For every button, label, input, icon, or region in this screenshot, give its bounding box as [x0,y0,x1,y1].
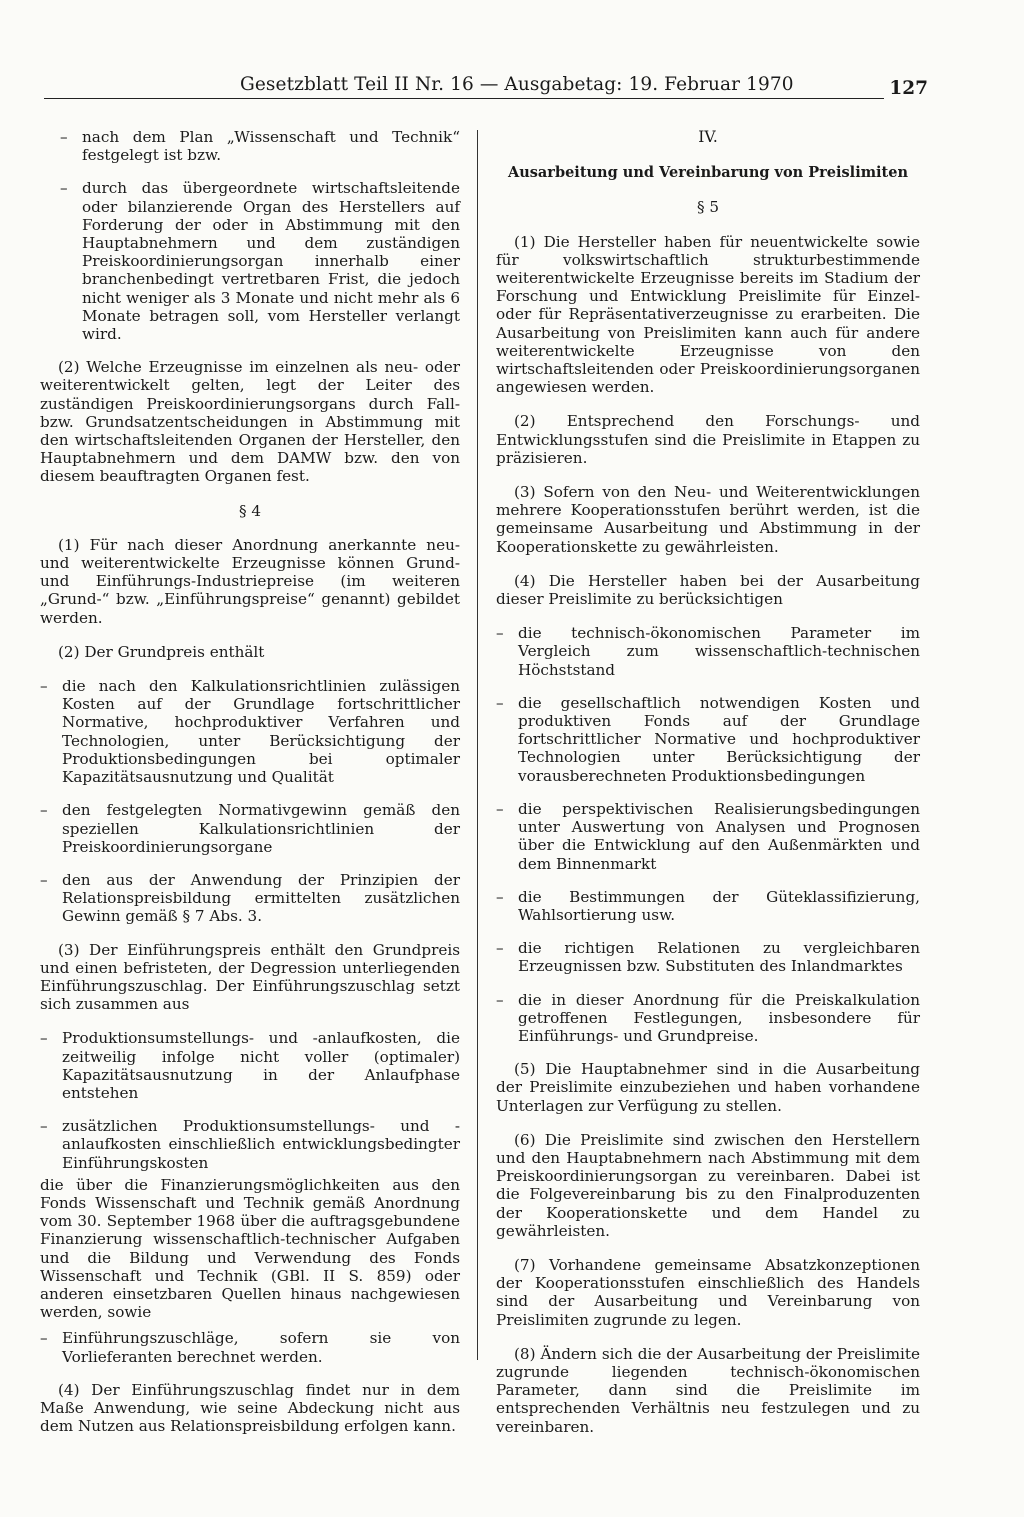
list-item [496,888,920,924]
paragraph: (8) Ändern sich die der Ausarbeitung der Preislimite zugrunde liegenden technisch-ökonomischen Parameter, dann sind die Preislimite im entsprechenden Verhältnis neu festzulegen und zu vereinbaren. [496,1344,920,1436]
column-divider [477,130,478,1360]
dash-marker: – [496,887,504,906]
list-item [496,939,920,975]
list-item [496,694,920,785]
dash-marker: – [60,128,68,146]
dash-marker: – [40,1329,48,1348]
dash-marker: – [40,1029,48,1048]
list-item-text: die technisch-ökonomischen Parameter im Vergleich zum wissenschaftlich-technischen Höchststand [518,624,920,679]
paragraph: (2) Welche Erzeugnisse im einzelnen als neu- oder weiterentwickelt gelten, legt der Leiter des zuständigen Preiskoordinierungsorgans durch Fall- bzw. Grundsatzentscheidungen in Abstimmung mit den wirtschaftsleitenden Organen der Hersteller, den Hauptabnehmern und dem DAMW bzw. den von diesem beauftragten Organen fest. [40,358,460,486]
list-item-text: Produktionsumstellungs- und -anlaufkosten, die zeitweilig infolge nicht voller (optimaler) Kapazitätsausnutzung in der Anlaufphase entstehen [62,1029,460,1102]
paragraph: (6) Die Preislimite sind zwischen den Herstellern und den Hauptabnehmern nach Abstimmung mit dem Preiskoordinierungsorgan zu vereinbaren. Dabei ist die Folgevereinbarung bis zu den Finalproduzenten der Kooperationskette und dem Handel zu gewährleisten. [496,1130,920,1240]
dash-marker: – [60,179,68,198]
paragraph: (7) Vorhandene gemeinsame Absatzkonzeptionen der Kooperationsstufen einschließlich des Handels sind der Ausarbeitung und Vereinbarung von Preislimiten zugrunde zu legen. [496,1255,920,1329]
list-item-text: durch das übergeordnete wirtschaftsleitende oder bilanzierende Organ des Herstellers auf Forderung der oder in Abstimmung mit den Hauptabnehmern und dem zuständigen Preiskoordinierungsorgan innerhalb einer branchenbedingt vertretbaren Frist, die jedoch nicht weniger als 3 Monate und nicht mehr als 6 Monate betragen soll, vom Hersteller verlangt wird. [82,179,460,344]
list-item-text: die nach den Kalkulationsrichtlinien zulässigen Kosten auf der Grundlage fortschrittlicher Normative, hochproduktiver Verfahren und Technologien, unter Berücksichtigung der Produktionsbedingungen bei optimaler Kapazitätsausnutzung und Qualität [62,677,460,787]
dash-marker: – [496,693,504,712]
dash-marker: – [40,870,48,889]
paragraph: die über die Finanzierungsmöglichkeiten aus den Fonds Wissenschaft und Technik gemäß Anordnung vom 30. September 1968 über die auftragsgebundene Finanzierung wissenschaftlich-technischer Aufgaben und die Bildung und Verwendung des Fonds Wissenschaft und Technik (GBl. II S. 859) oder anderen einsetzbaren Quellen hinaus nachgewiesen werden, sowie [40,1175,460,1322]
list-item-text: die Bestimmungen der Güteklassifizierung, Wahlsortierung usw. [518,887,920,924]
dash-marker: – [496,624,504,643]
dash-marker: – [40,801,48,820]
list-item-text: die gesellschaftlich notwendigen Kosten und produktiven Fonds auf der Grundlage fortschrittlicher Normative und hochproduktiver Technologien unter Berücksichtigung der vorausberechneten Produktionsbedingungen [518,693,920,785]
list-item [40,179,460,343]
list-item [40,1029,460,1102]
list-item [40,1117,460,1172]
list-item [40,677,460,786]
list-item-text: Einführungszuschläge, sofern sie von Vorlieferanten berechnet werden. [62,1329,460,1366]
paragraph: (2) Entsprechend den Forschungs- und Entwicklungsstufen sind die Preislimite in Etappen zu präzisieren. [496,412,920,467]
list-item [496,991,920,1046]
list-item-text: die perspektivischen Realisierungsbedingungen unter Auswertung von Analysen und Prognosen über die Entwicklung auf den Außenmärkten und dem Binnenmarkt [518,799,920,873]
list-item-text: die in dieser Anordnung für die Preiskalkulation getroffenen Festlegungen, insbesondere für Einführungs- und Grundpreise. [518,990,920,1045]
dash-marker: – [40,677,48,696]
paragraph: (4) Der Einführungszuschlag findet nur in dem Maße Anwendung, wie seine Abdeckung nicht aus dem Nutzen aus Relationspreisbildung erfolgen kann. [40,1380,460,1436]
list-item [496,624,920,679]
paragraph: (2) Der Grundpreis enthält [58,642,265,661]
list-item-text: den festgelegten Normativgewinn gemäß den speziellen Kalkulationsrichtlinien der Preiskoordinierungsorgane [62,801,460,856]
dash-marker: – [496,939,504,958]
paragraph: (5) Die Hauptabnehmer sind in die Ausarbeitung der Preislimite einzubeziehen und haben vorhandene Unterlagen zur Verfügung zu stellen. [496,1060,920,1115]
list-item [40,128,460,164]
section-number: § 4 [238,501,262,520]
page-header [44,74,928,100]
header-title: Gesetzblatt Teil II Nr. 16 — Ausgabetag: 19. Februar 1970 [240,74,794,95]
dash-marker: – [496,799,504,818]
paragraph: (3) Der Einführungspreis enthält den Grundpreis und einen befristeten, der Degression unterliegenden Einführungszuschlag. Der Einführungszuschlag setzt sich zusammen aus [40,940,460,1014]
list-item [496,800,920,873]
chapter-number: IV. [698,128,718,146]
list-item [40,1329,460,1365]
paragraph: (3) Sofern von den Neu- und Weiterentwicklungen mehrere Kooperationsstufen berührt werden, ist die gemeinsame Ausarbeitung und Abstimmung in der Kooperationskette zu gewährleisten. [496,483,920,556]
left-column [40,128,460,1451]
list-item-text: den aus der Anwendung der Prinzipien der Relationspreisbildung ermittelten zusätzlichen Gewinn gemäß § 7 Abs. 3. [62,870,460,926]
section-number: § 5 [696,198,720,217]
dash-marker: – [496,990,504,1009]
list-item-text: die richtigen Relationen zu vergleichbaren Erzeugnissen bzw. Substituten des Inlandmarktes [518,939,920,976]
list-item [40,871,460,926]
dash-marker: – [40,1117,48,1136]
paragraph: (1) Für nach dieser Anordnung anerkannte neu- und weiterentwickelte Erzeugnisse können Grund- und Einführungs-Industriepreise (im weiteren „Grund-“ bzw. „Einführungspreise“ genannt) gebildet werden. [40,535,460,627]
header-rule [44,98,884,99]
right-column [496,128,920,1452]
list-item [40,801,460,856]
page-number: 127 [889,78,928,99]
list-item-text: zusätzlichen Produktionsumstellungs- und -anlaufkosten einschließlich entwicklungsbedingter Einführungskosten [62,1117,460,1172]
paragraph: (4) Die Hersteller haben bei der Ausarbeitung dieser Preislimite zu berücksichtigen [496,571,920,609]
list-item-text: nach dem Plan „Wissenschaft und Technik“ festgelegt ist bzw. [82,128,460,165]
chapter-heading: Ausarbeitung und Vereinbarung von Preislimiten [507,164,909,182]
paragraph: (1) Die Hersteller haben für neuentwickelte sowie für volkswirtschaftlich strukturbestimmende weiterentwickelte Erzeugnisse bereits im Stadium der Forschung und Entwicklung Preislimite für Einzel- oder für Repräsentativerzeugnisse zu erarbeiten. Die Ausarbeitung von Preislimiten kann auch für andere weiterentwickelte Erzeugnisse von den wirtschaftsleitenden oder Preiskoordinierungsorganen angewiesen werden. [496,232,920,397]
